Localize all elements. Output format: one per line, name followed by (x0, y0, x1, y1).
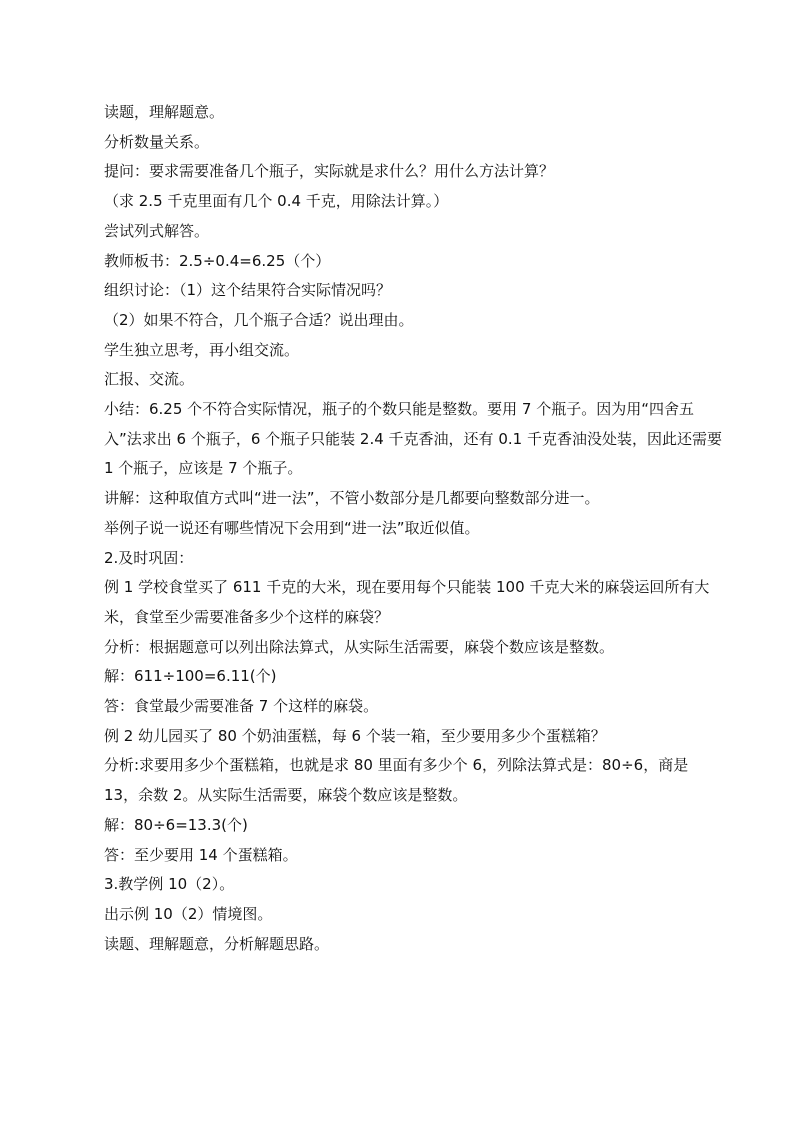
paragraph-try-solve: 尝试列式解答。 (104, 221, 210, 240)
paragraph-example-2-solution: 解：80÷6=13.3(个) (104, 815, 248, 834)
paragraph-discussion-1: 组织讨论：（1）这个结果符合实际情况吗？ (104, 281, 392, 300)
paragraph-example-2: 例 2 幼儿园买了 80 个奶油蛋糕，每 6 个装一箱，至少要用多少个蛋糕箱？ (104, 726, 606, 745)
paragraph-explanation: 讲解：这种取值方式叫“进一法”，不管小数部分是几都要向整数部分进一。 (104, 489, 600, 508)
paragraph-example-1-solution: 解：611÷100=6.11(个) (104, 667, 277, 686)
paragraph-independent-thinking: 学生独立思考，再小组交流。 (104, 340, 300, 359)
section-heading-consolidate: 2.及时巩固： (104, 548, 194, 567)
document-body (104, 98, 724, 959)
paragraph-example-1: 例 1 学校食堂买了 611 千克的大米，现在要用每个只能装 100 千克大米的麻袋运回所有大米，食堂至少需要准备多少个这样的麻袋？ (104, 578, 710, 626)
paragraph-question-prompt: 提问：要求需要准备几个瓶子，实际就是求什么？用什么方法计算？ (104, 162, 555, 181)
paragraph-example-2-analysis: 分析:求要用多少个蛋糕箱，也就是求 80 里面有多少个 6，列除法算式是：80÷6，商是 13，余数 2。从实际生活需要，麻袋个数应该是整数。 (104, 756, 689, 805)
paragraph-summary: 小结：6.25 个不符合实际情况，瓶子的个数只能是整数。要用 7 个瓶子。因为用“四舍五入”法求出 6 个瓶子，6 个瓶子只能装 2.4 千克香油，还有 0.1 千克香油没处装，因此还需要 1 个瓶子，应该是 7 个瓶子。 (104, 400, 722, 478)
paragraph-report-exchange: 汇报、交流。 (104, 370, 195, 389)
paragraph-example-2-answer: 答：至少要用 14 个蛋糕箱。 (104, 845, 298, 864)
paragraph-show-scene: 出示例 10（2）情境图。 (104, 904, 273, 923)
paragraph-examples-prompt: 举例子说一说还有哪些情况下会用到“进一法”取近似值。 (104, 518, 480, 537)
paragraph-discussion-2: （2）如果不符合，几个瓶子合适？说出理由。 (104, 310, 414, 329)
paragraph-example-1-answer: 答：食堂最少需要准备 7 个这样的麻袋。 (104, 697, 379, 716)
paragraph-division-hint: （求 2.5 千克里面有几个 0.4 千克，用除法计算。） (104, 192, 449, 211)
paragraph-read-analyze: 读题、理解题意，分析解题思路。 (104, 934, 330, 953)
paragraph-teacher-board: 教师板书：2.5÷0.4=6.25（个） (104, 251, 331, 270)
paragraph-read-question: 读题，理解题意。 (104, 103, 225, 121)
paragraph-example-1-analysis: 分析：根据题意可以列出除法算式，从实际生活需要，麻袋个数应该是整数。 (104, 637, 615, 656)
section-heading-example-10: 3.教学例 10（2）。 (104, 875, 235, 894)
paragraph-analyze-quantity: 分析数量关系。 (104, 132, 210, 151)
